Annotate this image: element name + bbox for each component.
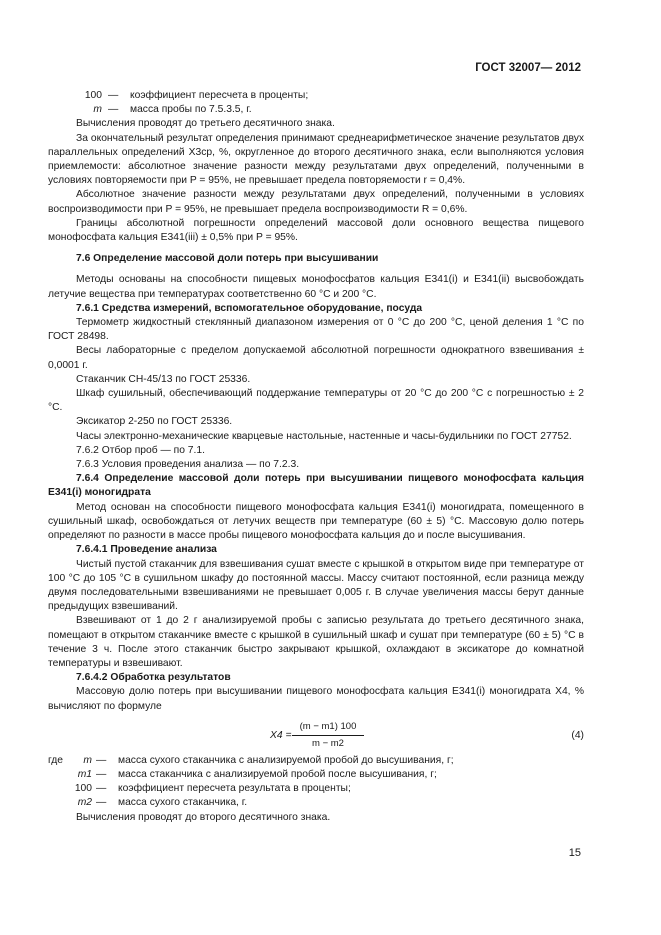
definition-lead: где [48,754,64,766]
paragraph: Чистый пустой стаканчик для взвешивания сушат вместе с крышкой в открытом виде при температуре от 100 °С до 105 °С в сушильном шкафу до постоянной массы. Массу считают постоянной, если разница между двумя последовательными взвешиваниями не превышает 0,005 г. В случае увеличения массы берут данные предыдущих взвешиваний. [48,558,584,613]
page-number: 15 [568,847,581,859]
definition-lead [48,782,66,796]
subsection-heading: 7.6.4.1 Проведение анализа [76,544,217,556]
definition-key: m2 [77,797,92,809]
definition-text: коэффициент пересчета в проценты; [130,90,309,101]
definition-dash: — [96,754,107,766]
section-heading: 7.6 Определение массовой доли потерь при высушивании [76,253,379,265]
definition-lead [48,768,66,782]
definition-text: масса сухого стаканчика с анализируемой пробой до высушивания, г; [118,754,454,766]
paragraph: Массовую долю потерь при высушивании пищевого монофосфата кальция Е341(i) моногидрата X4, % вычисляют по формуле [48,686,584,712]
formula-denominator: m − m2 [312,737,344,749]
definition-row [48,768,584,782]
formula-lhs: X4 = [270,729,292,741]
definition-text: масса сухого стаканчика, г. [118,797,248,809]
definition-key: m1 [77,768,92,780]
paragraph: Абсолютное значение разности между результатами двух определений, полученными в условиях воспроизводимости при P = 95%, не превышает предела воспроизводимости R = 0,6%. [48,189,584,215]
definition-text: коэффициент пересчета результата в проценты; [118,783,351,795]
paragraph: 7.6.3 Условия проведения анализа — по 7.2.3. [76,459,300,471]
formula-fraction [292,720,364,751]
definition-dash: — [96,783,107,795]
formula-numerator: (m − m1) 100 [292,720,364,736]
paragraph: 7.6.2 Отбор проб — по 7.1. [76,444,205,456]
definition-lead [48,796,66,810]
definition-row [48,89,584,103]
paragraph: Вычисления проводят до второго десятичного знака. [76,811,331,823]
definition-key: m [83,754,92,766]
definition-row [48,796,584,810]
paragraph: Весы лабораторные с пределом допускаемой абсолютной погрешности однократного взвешивания ± 0,0001 г. [48,345,584,371]
definition-key: m [93,104,102,116]
definition-dash: — [96,768,107,780]
definition-dash: — [108,104,119,116]
paragraph: За окончательный результат определения принимают среднеарифметическое значение результатов двух параллельных определений X3ср, %, округленное до второго десятичного знака, если выполняются условия приемлемости: абсолютное значение разности между результатами двух определений, полученными в условиях повторяемости при P = 95%, не превышает предела повторяемости r = 0,4%. [48,132,584,187]
paragraph: Методы основаны на способности пищевых монофосфатов кальция Е341(i) и Е341(ii) высвобождать летучие вещества при температурах соответственно 60 °С и 200 °С. [48,274,584,300]
formula-number: (4) [571,729,584,741]
subsection-heading: 7.6.1 Средства измерений, вспомогательное оборудование, посуда [76,302,423,314]
subsection-heading: 7.6.4.2 Обработка результатов [76,672,231,684]
definition-key: 100 [84,90,102,101]
page-body [48,89,584,825]
paragraph: Метод основан на способности пищевого монофосфата кальция Е341(i) моногидрата, помещенного в сушильный шкаф, освобождаться от летучих веществ при температуре (60 ± 5) °С. Массовую долю потерь определяют по разности в массе пробы пищевого монофосфата кальция до и после высушивания. [48,501,584,542]
definition-text: масса стаканчика с анализируемой пробой после высушивания, г; [118,768,437,780]
definition-row [48,782,584,796]
formula-4 [48,720,584,750]
paragraph: Стаканчик СН-45/13 по ГОСТ 25336. [76,373,251,385]
paragraph: Вычисления проводят до третьего десятичного знака. [76,118,335,130]
document-header: ГОСТ 32007— 2012 [475,62,581,74]
definition-dash: — [108,90,119,101]
paragraph: Термометр жидкостный стеклянный диапазоном измерения от 0 °С до 200 °С, ценой деления 1 °С по ГОСТ 28498. [48,317,584,343]
paragraph: Эксикатор 2-250 по ГОСТ 25336. [76,416,233,428]
definition-dash: — [96,797,107,809]
definition-key: 100 [74,783,92,795]
paragraph: Взвешивают от 1 до 2 г анализируемой пробы с записью результата до третьего десятичного знака, помещают в открытом стаканчике вместе с крышкой в сушильный шкаф и сушат при температуре (60 ± 5) °С в течение 3 ч. После этого стаканчик быстро закрывают крышкой, охлаждают в эксикаторе до комнатной температуры и взвешивают. [48,615,584,669]
definition-row [48,103,584,117]
subsection-heading: 7.6.4 Определение массовой доли потерь при высушивании пищевого монофосфата кальция Е341(i) моногидрата [48,473,584,499]
paragraph: Часы электронно-механические кварцевые настольные, настенные и часы-будильники по ГОСТ 27752. [76,430,572,442]
paragraph: Шкаф сушильный, обеспечивающий поддержание температуры от 20 °С до 200 °С с погрешностью ± 2 °С. [48,388,584,414]
definition-row [48,754,584,768]
definition-text: масса пробы по 7.5.3.5, г. [130,104,252,116]
paragraph: Границы абсолютной погрешности определений массовой доли основного вещества пищевого монофосфата кальция Е341(iii) ± 0,5% при P = 95%. [48,217,584,244]
